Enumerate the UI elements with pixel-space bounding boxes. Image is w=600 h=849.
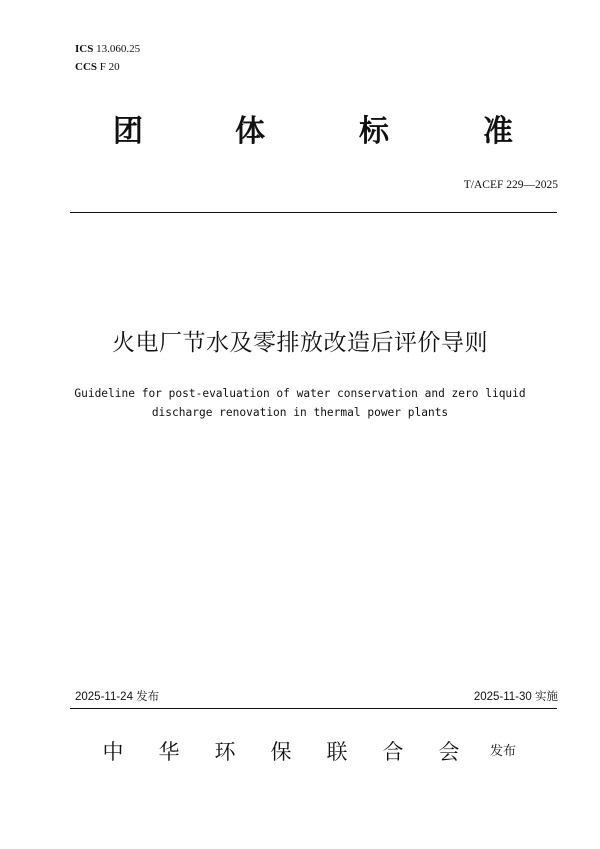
- issuer-char: 会: [438, 740, 460, 764]
- document-title-chinese: 火电厂节水及零排放改造后评价导则: [112, 330, 488, 356]
- ccs-value: F 20: [99, 61, 120, 73]
- standard-type-heading: [0, 112, 600, 152]
- issuer-char: 华: [158, 740, 180, 764]
- issuer-char: 环: [214, 740, 236, 764]
- ccs-code: [75, 60, 120, 74]
- implementation-date: 2025-11-30 实施: [473, 691, 558, 703]
- standard-type-char: 准: [483, 114, 513, 149]
- issuer-char: 合: [382, 740, 404, 764]
- top-divider: [70, 212, 557, 213]
- standard-type-char: 体: [235, 114, 265, 149]
- ccs-label: CCS: [75, 61, 98, 73]
- issuer-suffix: 发布: [490, 744, 517, 759]
- issuer-char: 保: [270, 740, 292, 764]
- standard-type-char: 标: [359, 114, 389, 149]
- ics-label: ICS: [75, 43, 94, 55]
- issue-date: 2025-11-24 发布: [75, 691, 160, 703]
- ics-code: [75, 42, 140, 56]
- document-title-english-line1: Guideline for post-evaluation of water conservation and zero liquid: [74, 387, 526, 400]
- issuer-char: 联: [326, 740, 348, 764]
- document-title-english-line2: discharge renovation in thermal power plants: [151, 406, 449, 419]
- standard-type-char: 团: [113, 114, 143, 149]
- bottom-divider: [70, 708, 557, 709]
- standard-number: T/ACEF 229—2025: [463, 179, 558, 191]
- issuer-char: 中: [102, 740, 124, 764]
- ics-value: 13.060.25: [96, 43, 141, 55]
